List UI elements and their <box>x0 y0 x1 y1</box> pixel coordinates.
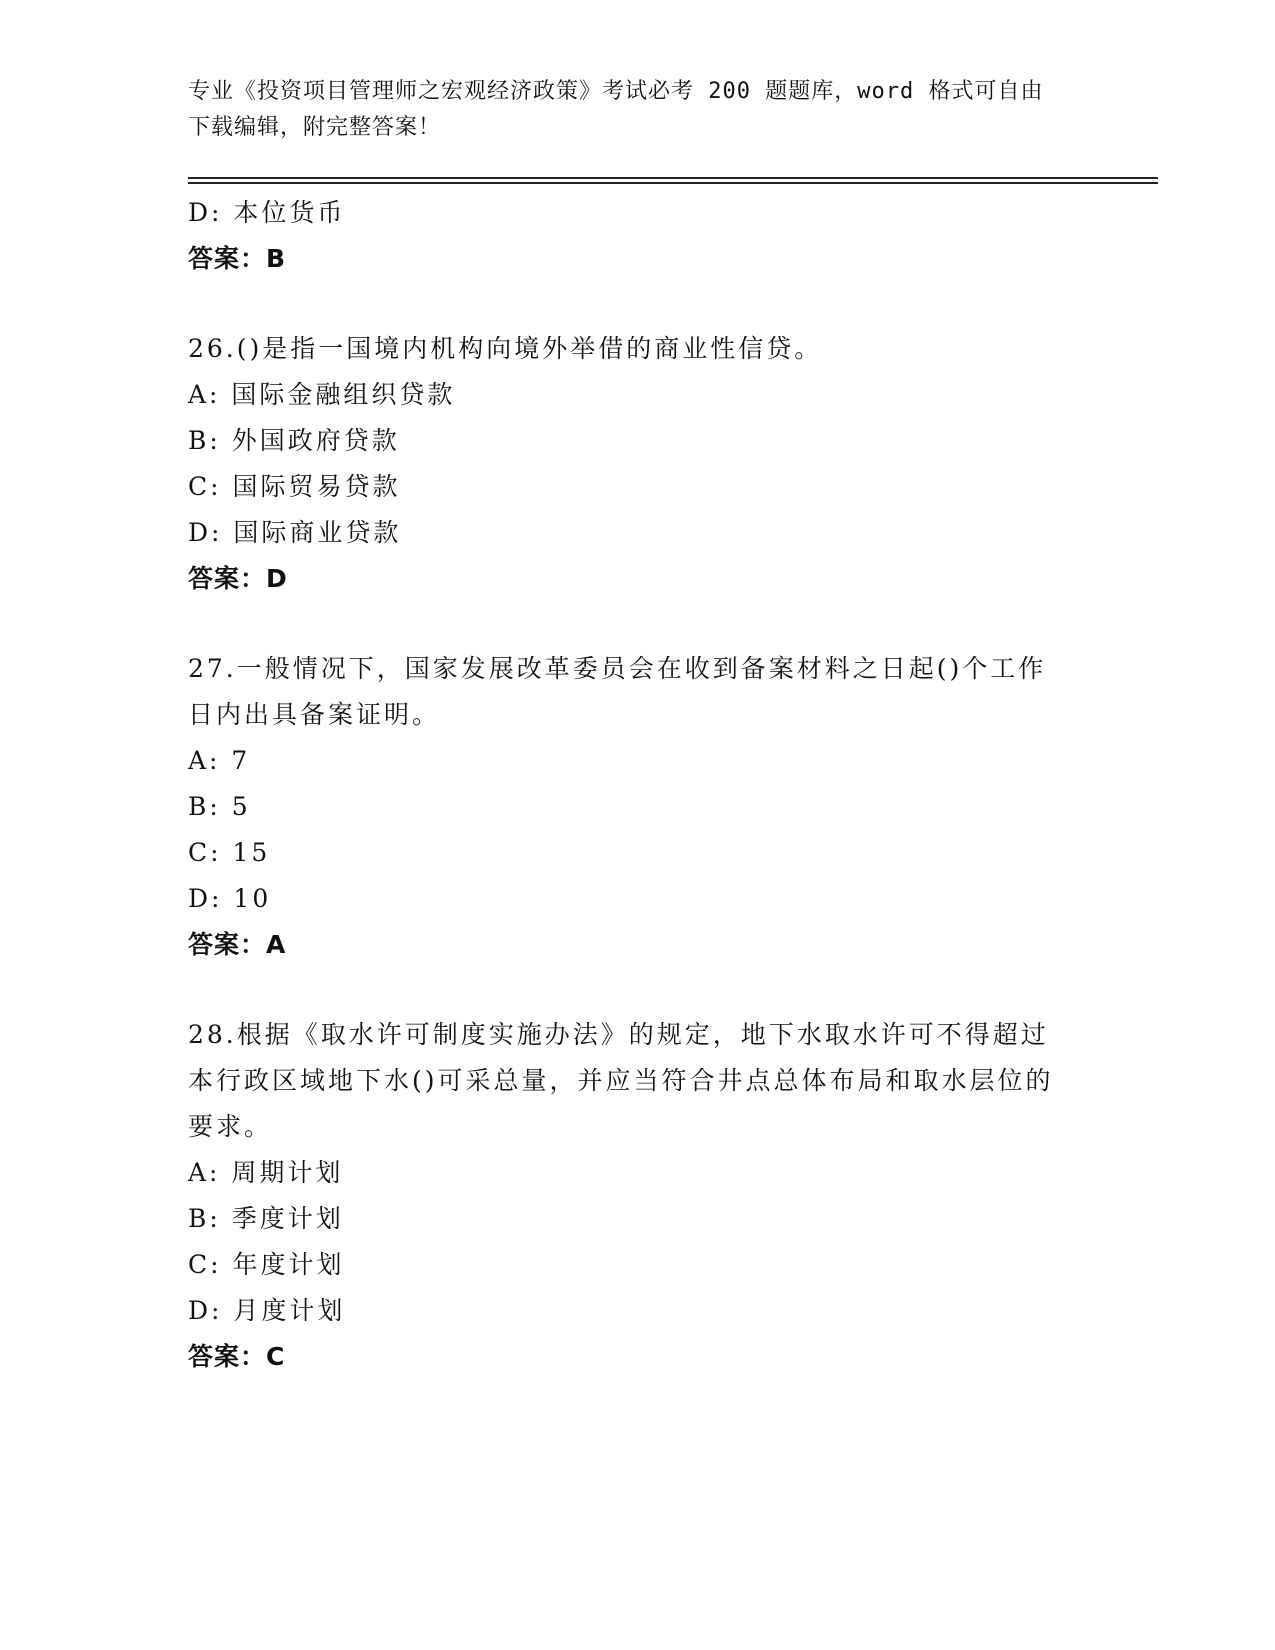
spacer <box>188 602 1088 646</box>
header-divider-bottom <box>188 182 1158 184</box>
answer: 答案：C <box>188 1342 286 1371</box>
option-b: B: 外国政府贷款 <box>188 426 400 455</box>
header-divider-top <box>188 177 1158 179</box>
document-header <box>188 74 1068 146</box>
option-c: C: 年度计划 <box>188 1250 345 1279</box>
answer: 答案：A <box>188 930 287 959</box>
answer: 答案：D <box>188 564 288 593</box>
option-b: B: 5 <box>188 792 251 821</box>
question-27 <box>188 646 1088 968</box>
prev-option-d: D: 本位货币 <box>188 198 346 227</box>
prev-answer: 答案：B <box>188 244 287 273</box>
question-26 <box>188 326 1088 602</box>
option-d: D: 10 <box>188 884 272 913</box>
question-28 <box>188 1012 1088 1380</box>
header-title-line-2: 下载编辑，附完整答案！ <box>188 115 442 140</box>
option-c: C: 国际贸易贷款 <box>188 472 401 501</box>
option-a: A: 7 <box>188 746 251 775</box>
option-d: D: 国际商业贷款 <box>188 518 402 547</box>
question-content <box>188 190 1088 1380</box>
option-a: A: 国际金融组织贷款 <box>188 380 456 409</box>
question-stem: 28.根据《取水许可制度实施办法》的规定，地下水取水许可不得超过本行政区域地下水()可采总量，并应当符合井点总体布局和取水层位的要求。 <box>188 1020 1054 1141</box>
spacer <box>188 282 1088 326</box>
option-d: D: 月度计划 <box>188 1296 346 1325</box>
spacer <box>188 968 1088 1012</box>
header-title-line-1: 专业《投资项目管理师之宏观经济政策》考试必考 200 题题库，word 格式可自由 <box>188 79 1044 104</box>
option-a: A: 周期计划 <box>188 1158 344 1187</box>
option-b: B: 季度计划 <box>188 1204 344 1233</box>
option-c: C: 15 <box>188 838 271 867</box>
question-stem: 27.一般情况下，国家发展改革委员会在收到备案材料之日起()个工作日内出具备案证明。 <box>188 654 1047 729</box>
question-stem: 26.()是指一国境内机构向境外举借的商业性信贷。 <box>188 334 823 363</box>
